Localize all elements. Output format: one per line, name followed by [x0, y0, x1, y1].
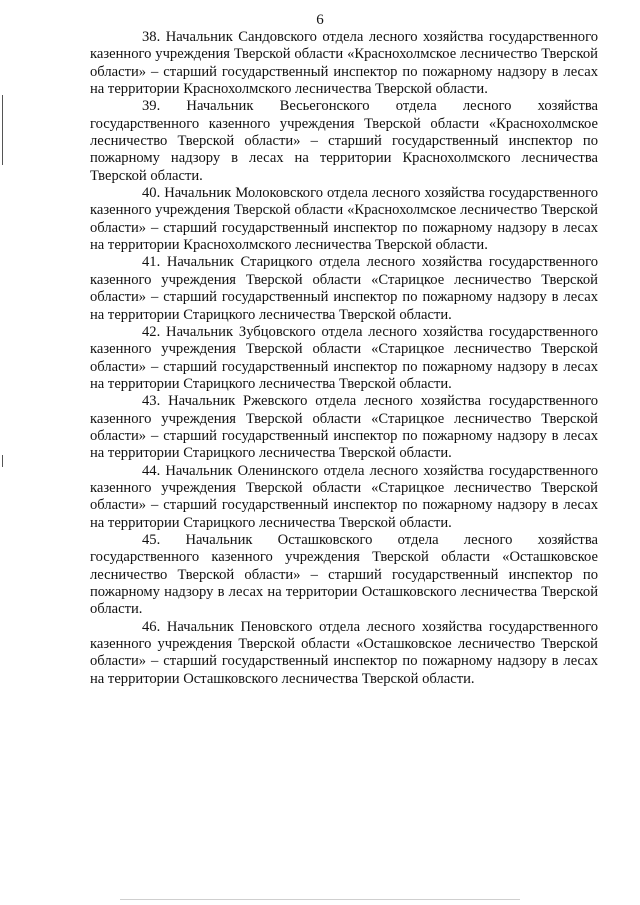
paragraph-40: 40. Начальник Молоковского отдела лесного хозяйства государственного казенного учреждения Тверской области «Краснохолмское лесничество Тверской области» – старший государственный инспектор по пожарному надзору в лесах на территории Краснохолмского лесничества Тверской области. — [90, 185, 598, 254]
paragraph-41: 41. Начальник Старицкого отдела лесного хозяйства государственного казенного учреждения Тверской области «Старицкое лесничество Тверской области» – старший государственный инспектор по пожарному надзору в лесах на территории Старицкого лесничества Тверской области. — [90, 254, 598, 323]
paragraph-42: 42. Начальник Зубцовского отдела лесного хозяйства государственного казенного учреждения Тверской области «Старицкое лесничество Тверской области» – старший государственный инспектор по пожарному надзору в лесах на территории Старицкого лесничества Тверской области. — [90, 323, 598, 392]
paragraph-38: 38. Начальник Сандовского отдела лесного хозяйства государственного казенного учреждения Тверской области «Краснохолмское лесничество Тверской области» – старший государственный инспектор по пожарному надзору в лесах на территории Краснохолмского лесничества Тверской области. — [90, 29, 598, 98]
paragraph-46: 46. Начальник Пеновского отдела лесного хозяйства государственного казенного учреждения Тверской области «Осташковское лесничество Тверской области» – старший государственный инспектор по пожарному надзору в лесах на территории Осташковского лесничества Тверской области. — [90, 618, 598, 687]
page-bottom-edge — [120, 899, 520, 900]
paragraph-43: 43. Начальник Ржевского отдела лесного хозяйства государственного казенного учреждения Тверской области «Старицкое лесничество Тверской области» – старший государственный инспектор по пожарному надзору в лесах на территории Старицкого лесничества Тверской области. — [90, 393, 598, 462]
paragraph-45: 45. Начальник Осташковского отдела лесного хозяйства государственного казенного учреждения Тверской области «Осташковское лесничество Тверской области» – старший государственный инспектор по пожарному надзору в лесах на территории Осташковского лесничества Тверской области. — [90, 531, 598, 618]
document-body — [90, 29, 598, 688]
paragraph-44: 44. Начальник Оленинского отдела лесного хозяйства государственного казенного учреждения Тверской области «Старицкое лесничество Тверской области» – старший государственный инспектор по пожарному надзору в лесах на территории Старицкого лесничества Тверской области. — [90, 462, 598, 531]
scan-edge-mark — [2, 95, 3, 165]
page-number: 6 — [316, 12, 324, 28]
scan-edge-mark — [2, 455, 3, 467]
paragraph-39: 39. Начальник Весьегонского отдела лесного хозяйства государственного казенного учреждения Тверской области «Краснохолмское лесничество Тверской области» – старший государственный инспектор по пожарному надзору в лесах на территории Краснохолмского лесничества Тверской области. — [90, 98, 598, 184]
